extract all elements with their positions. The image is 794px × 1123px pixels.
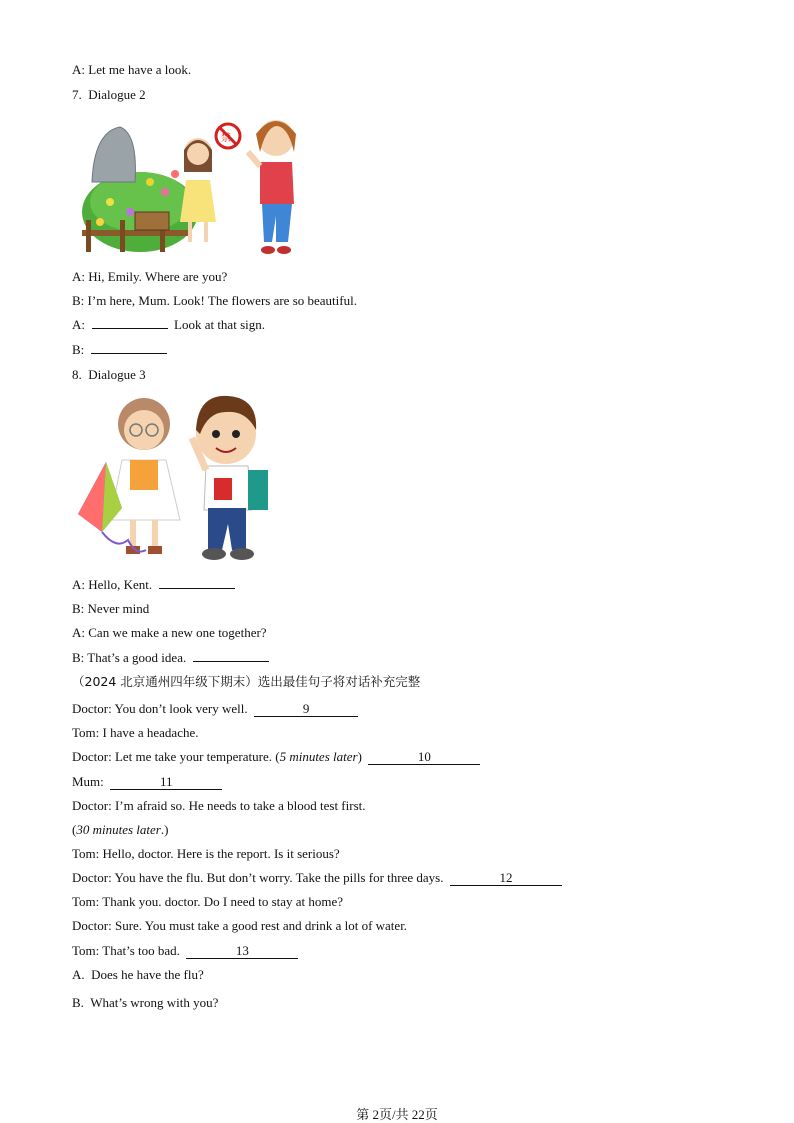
dialogue-line [72,943,298,959]
page-footer: 第 2页/共 22页 [356,1107,438,1122]
dialogue-2-illustration [80,112,310,262]
dialogue-line: B: Never mind [72,601,150,616]
dialogue-text: .) [160,822,169,837]
dialogue-line: A: Hi, Emily. Where are you? [72,269,228,284]
speaker-label: A: [72,317,85,332]
dialogue-line [72,870,562,886]
question-number: 7. [72,87,82,102]
answer-blank[interactable] [91,353,167,354]
answer-blank[interactable] [92,328,168,329]
speaker-label: Mum: [72,774,104,789]
answer-blank-11[interactable]: 11 [110,775,222,790]
dialogue-3-illustration [76,390,296,568]
time-note: 30 minutes later [76,822,161,837]
dialogue-line: Doctor: Sure. You must take a good rest and drink a lot of water. [72,918,408,933]
answer-blank[interactable] [193,661,269,662]
question-8-heading [72,367,146,383]
dialogue-text: Look at that sign. [174,317,265,332]
question-title: Dialogue 3 [88,367,146,382]
dialogue-text: Tom: That’s too bad. [72,943,180,958]
dialogue-line [72,317,265,333]
dialogue-line [72,822,168,838]
dialogue-line: B: I’m here, Mum. Look! The flowers are so beautiful. [72,293,357,308]
option-b [72,995,218,1011]
dialogue-text: Doctor: You have the flu. But don’t worry. Take the pills for three days. [72,870,444,885]
dialogue-text: ( [72,822,77,837]
option-text: What’s wrong with you? [90,995,219,1010]
question-number: 8. [72,367,82,382]
dialogue-line [72,650,269,666]
option-a [72,967,204,983]
dialogue-text: Doctor: Let me take your temperature. ( [72,749,280,764]
dialogue-line: A: Can we make a new one together? [72,625,267,640]
dialogue-text: ) [357,749,362,764]
dialogue-line: A: Let me have a look. [72,62,192,77]
dialogue-line [72,342,167,358]
dialogue-line [72,577,235,593]
option-letter: A. [72,967,85,982]
option-text: Does he have the flu? [91,967,204,982]
answer-blank[interactable] [159,588,235,589]
dialogue-line [72,701,358,717]
question-title: Dialogue 2 [88,87,146,102]
answer-blank-10[interactable]: 10 [368,750,480,765]
answer-blank-9[interactable]: 9 [254,702,358,717]
no-sign-char: 禁 [221,133,231,144]
dialogue-text: Doctor: You don’t look very well. [72,701,248,716]
dialogue-line [72,774,222,790]
answer-blank-12[interactable]: 12 [450,871,562,886]
dialogue-line: Tom: I have a headache. [72,725,199,740]
question-7-heading [72,87,146,103]
dialogue-text: A: Hello, Kent. [72,577,153,592]
dialogue-line [72,749,480,765]
answer-blank-13[interactable]: 13 [186,944,298,959]
time-note: 5 minutes later [279,749,358,764]
dialogue-line: Doctor: I’m afraid so. He needs to take a blood test first. [72,798,366,813]
option-letter: B. [72,995,84,1010]
dialogue-line: Tom: Thank you. doctor. Do I need to stay at home? [72,894,344,909]
dialogue-line: Tom: Hello, doctor. Here is the report. Is it serious? [72,846,340,861]
section-title: （2024 北京通州四年级下期末）选出最佳句子将对话补充完整 [72,674,421,689]
dialogue-text: B: That’s a good idea. [72,650,187,665]
speaker-label: B: [72,342,85,357]
